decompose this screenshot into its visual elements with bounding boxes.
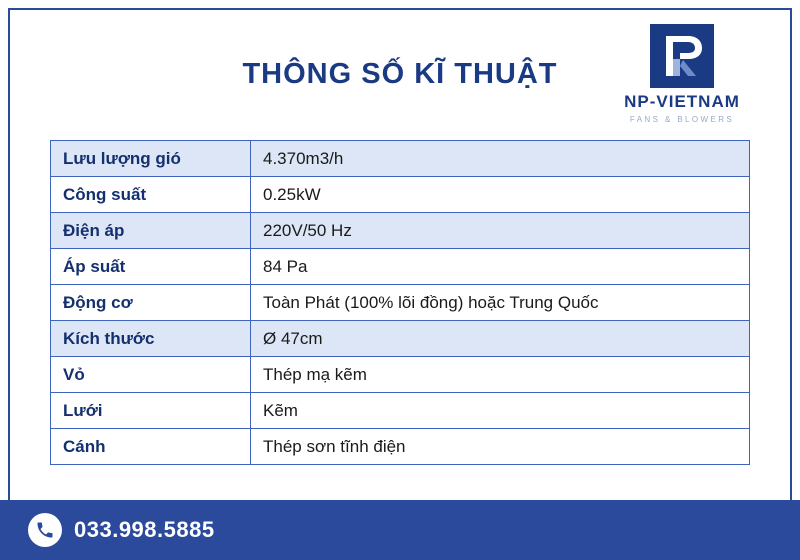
spec-value: Ø 47cm [251, 321, 750, 357]
spec-table-body [51, 141, 750, 465]
spec-label: Cánh [51, 429, 251, 465]
table-row [51, 285, 750, 321]
spec-label: Điện áp [51, 213, 251, 249]
specification-table [50, 140, 750, 465]
np-monogram-icon [650, 24, 714, 88]
table-row [51, 357, 750, 393]
spec-value: 0.25kW [251, 177, 750, 213]
table-row [51, 177, 750, 213]
table-row [51, 429, 750, 465]
spec-value: Thép sơn tĩnh điện [251, 429, 750, 465]
footer-band [0, 500, 800, 560]
table-row [51, 321, 750, 357]
phone-number: 033.998.5885 [74, 517, 215, 542]
spec-value: 220V/50 Hz [251, 213, 750, 249]
table-row [51, 249, 750, 285]
table-row [51, 393, 750, 429]
spec-value: 4.370m3/h [251, 141, 750, 177]
spec-value: Kẽm [251, 393, 750, 429]
table-row [51, 213, 750, 249]
logo-company-name: NP-VIETNAM [624, 92, 740, 111]
page-title: THÔNG SỐ KĨ THUẬT [242, 58, 558, 90]
footer-contact [28, 513, 215, 547]
spec-label: Vỏ [51, 357, 251, 393]
spec-label: Áp suất [51, 249, 251, 285]
spec-label: Lưu lượng gió [51, 141, 251, 177]
phone-icon [28, 513, 62, 547]
spec-value: Thép mạ kẽm [251, 357, 750, 393]
logo-tagline: FANS & BLOWERS [629, 115, 735, 124]
spec-label: Lưới [51, 393, 251, 429]
spec-label: Kích thước [51, 321, 251, 357]
spec-label: Động cơ [51, 285, 251, 321]
spec-value: 84 Pa [251, 249, 750, 285]
spec-label: Công suất [51, 177, 251, 213]
company-logo [592, 24, 772, 124]
spec-value: Toàn Phát (100% lõi đồng) hoặc Trung Quốc [251, 285, 750, 321]
table-row [51, 141, 750, 177]
